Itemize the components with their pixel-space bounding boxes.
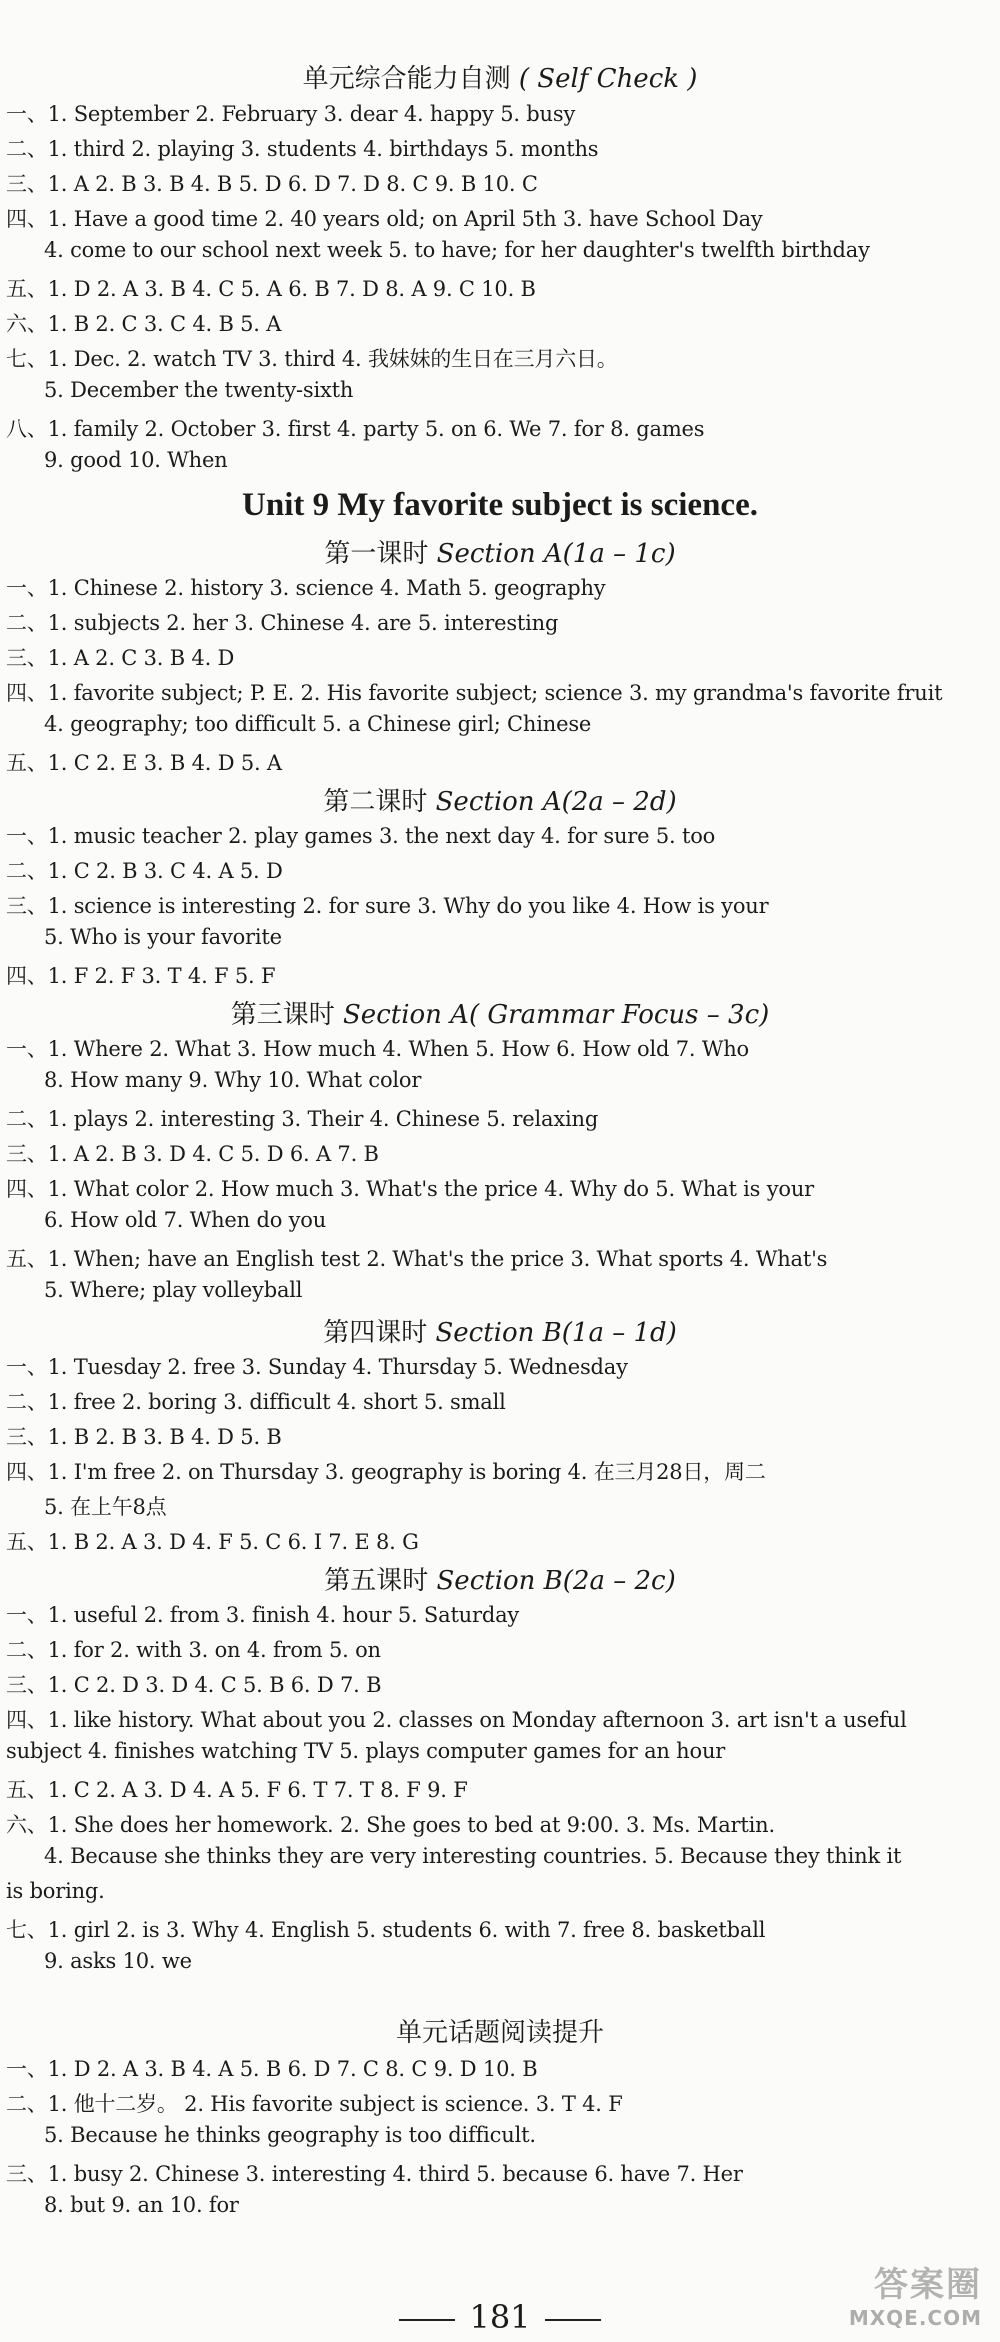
lesson1-line: 一、1. Chinese 2. history 3. science 4. Math 5. geography [6,576,606,600]
lesson3-line: 三、1. A 2. B 3. D 4. C 5. D 6. A 7. B [6,1142,379,1166]
lesson4-title: 第四课时 [323,1318,428,1348]
self-check-line: 二、1. third 2. playing 3. students 4. birthdays 5. months [6,137,599,161]
reading-line: 二、1. 他十二岁。 2. His favorite subject is science. 3. T 4. F [6,2092,623,2116]
lesson2-title: 第二课时 [323,787,428,817]
lesson5-line: 七、1. girl 2. is 3. Why 4. English 5. students 6. with 7. free 8. basketball [6,1918,766,1942]
self-check-subtitle: ( Self Check ) [518,64,698,94]
lesson3-line: 五、1. When; have an English test 2. What's the price 3. What sports 4. What's [6,1247,828,1271]
self-check-line: 八、1. family 2. October 3. first 4. party 5. on 6. We 7. for 8. games [6,417,705,441]
lesson5-line: 六、1. She does her homework. 2. She goes to bed at 9:00. 3. Ms. Martin. [6,1813,775,1837]
self-check-title: 单元综合能力自测 [302,64,511,94]
lesson1-heading [0,533,1000,570]
lesson5-line: 4. Because she thinks they are very interesting countries. 5. Because they think it [44,1844,902,1868]
lesson3-line: 四、1. What color 2. How much 3. What's the price 4. Why do 5. What is your [6,1177,814,1201]
reading-line: 三、1. busy 2. Chinese 3. interesting 4. third 5. because 6. have 7. Her [6,2162,743,2186]
lesson4-line: 二、1. free 2. boring 3. difficult 4. short 5. small [6,1390,506,1414]
lesson2-line: 5. Who is your favorite [44,925,282,949]
lesson2-heading [0,781,1000,818]
lesson1-line: 四、1. favorite subject; P. E. 2. His favorite subject; science 3. my grandma's favorite fruit [6,681,943,705]
lesson3-line: 8. How many 9. Why 10. What color [44,1068,422,1092]
lesson1-line: 4. geography; too difficult 5. a Chinese girl; Chinese [44,712,592,736]
lesson5-line: 五、1. C 2. A 3. D 4. A 5. F 6. T 7. T 8. F 9. F [6,1778,468,1802]
self-check-line: 五、1. D 2. A 3. B 4. C 5. A 6. B 7. D 8. A 9. C 10. B [6,277,536,301]
page-number-value: 181 [469,2298,531,2336]
lesson4-line: 一、1. Tuesday 2. free 3. Sunday 4. Thursday 5. Wednesday [6,1355,628,1379]
lesson2-section: Section A(2a – 2d) [435,787,677,817]
lesson5-line: is boring. [6,1879,105,1903]
lesson1-line: 二、1. subjects 2. her 3. Chinese 4. are 5. interesting [6,611,559,635]
lesson4-line: 五、1. B 2. A 3. D 4. F 5. C 6. I 7. E 8. G [6,1530,419,1554]
lesson3-section: Section A( Grammar Focus – 3c) [343,1000,770,1030]
lesson1-line: 五、1. C 2. E 3. B 4. D 5. A [6,751,282,775]
lesson2-line: 二、1. C 2. B 3. C 4. A 5. D [6,859,283,883]
lesson1-section: Section A(1a – 1c) [436,539,676,569]
lesson4-heading [0,1312,1000,1349]
lesson5-section: Section B(2a – 2c) [436,1566,676,1596]
page-number-dash-right [545,2319,601,2321]
watermark-logo: 答案圈 [874,2265,982,2305]
reading-line: 5. Because he thinks geography is too difficult. [44,2123,536,2147]
lesson3-heading [0,994,1000,1031]
lesson3-line: 6. How old 7. When do you [44,1208,327,1232]
lesson3-line: 5. Where; play volleyball [44,1278,303,1302]
self-check-line: 七、1. Dec. 2. watch TV 3. third 4. 我妹妹的生日在三月六日。 [6,347,618,371]
lesson4-line: 三、1. B 2. B 3. B 4. D 5. B [6,1425,282,1449]
self-check-line: 4. come to our school next week 5. to have; for her daughter's twelfth birthday [44,238,870,262]
page-number-dash-left [399,2319,455,2321]
lesson5-line: 二、1. for 2. with 3. on 4. from 5. on [6,1638,381,1662]
watermark-url: MXQE.COM [848,2306,982,2330]
lesson3-title: 第三课时 [230,1000,335,1030]
lesson5-line: 9. asks 10. we [44,1949,192,1973]
lesson3-line: 二、1. plays 2. interesting 3. Their 4. Chinese 5. relaxing [6,1107,599,1131]
self-check-line: 一、1. September 2. February 3. dear 4. happy 5. busy [6,102,576,126]
reading-line: 8. but 9. an 10. for [44,2193,239,2217]
lesson5-line: subject 4. finishes watching TV 5. plays computer games for an hour [6,1739,726,1763]
lesson5-heading [0,1560,1000,1597]
lesson5-line: 三、1. C 2. D 3. D 4. C 5. B 6. D 7. B [6,1673,382,1697]
reading-heading [0,2012,1000,2049]
self-check-line: 四、1. Have a good time 2. 40 years old; on April 5th 3. have School Day [6,207,763,231]
lesson4-line: 5. 在上午8点 [44,1495,167,1519]
lesson1-line: 三、1. A 2. C 3. B 4. D [6,646,235,670]
lesson2-line: 四、1. F 2. F 3. T 4. F 5. F [6,964,276,988]
reading-title: 单元话题阅读提升 [395,2018,604,2048]
self-check-line: 三、1. A 2. B 3. B 4. B 5. D 6. D 7. D 8. C 9. B 10. C [6,172,538,196]
lesson2-line: 一、1. music teacher 2. play games 3. the next day 4. for sure 5. too [6,824,716,848]
self-check-line: 六、1. B 2. C 3. C 4. B 5. A [6,312,282,336]
self-check-heading [0,58,1000,95]
lesson1-title: 第一课时 [324,539,429,569]
lesson4-line: 四、1. I'm free 2. on Thursday 3. geography is boring 4. 在三月28日，周二 [6,1460,766,1484]
lesson5-line: 四、1. like history. What about you 2. classes on Monday afternoon 3. art isn't a useful [6,1708,907,1732]
reading-line: 一、1. D 2. A 3. B 4. A 5. B 6. D 7. C 8. C 9. D 10. B [6,2057,538,2081]
self-check-line: 5. December the twenty-sixth [44,378,354,402]
watermark [849,2257,982,2330]
lesson5-title: 第五课时 [324,1566,429,1596]
unit-title: Unit 9 My favorite subject is science. [242,487,758,523]
self-check-line: 9. good 10. When [44,448,228,472]
lesson4-section: Section B(1a – 1d) [435,1318,677,1348]
lesson2-line: 三、1. science is interesting 2. for sure 3. Why do you like 4. How is your [6,894,769,918]
lesson5-line: 一、1. useful 2. from 3. finish 4. hour 5. Saturday [6,1603,520,1627]
lesson3-line: 一、1. Where 2. What 3. How much 4. When 5. How 6. How old 7. Who [6,1037,749,1061]
